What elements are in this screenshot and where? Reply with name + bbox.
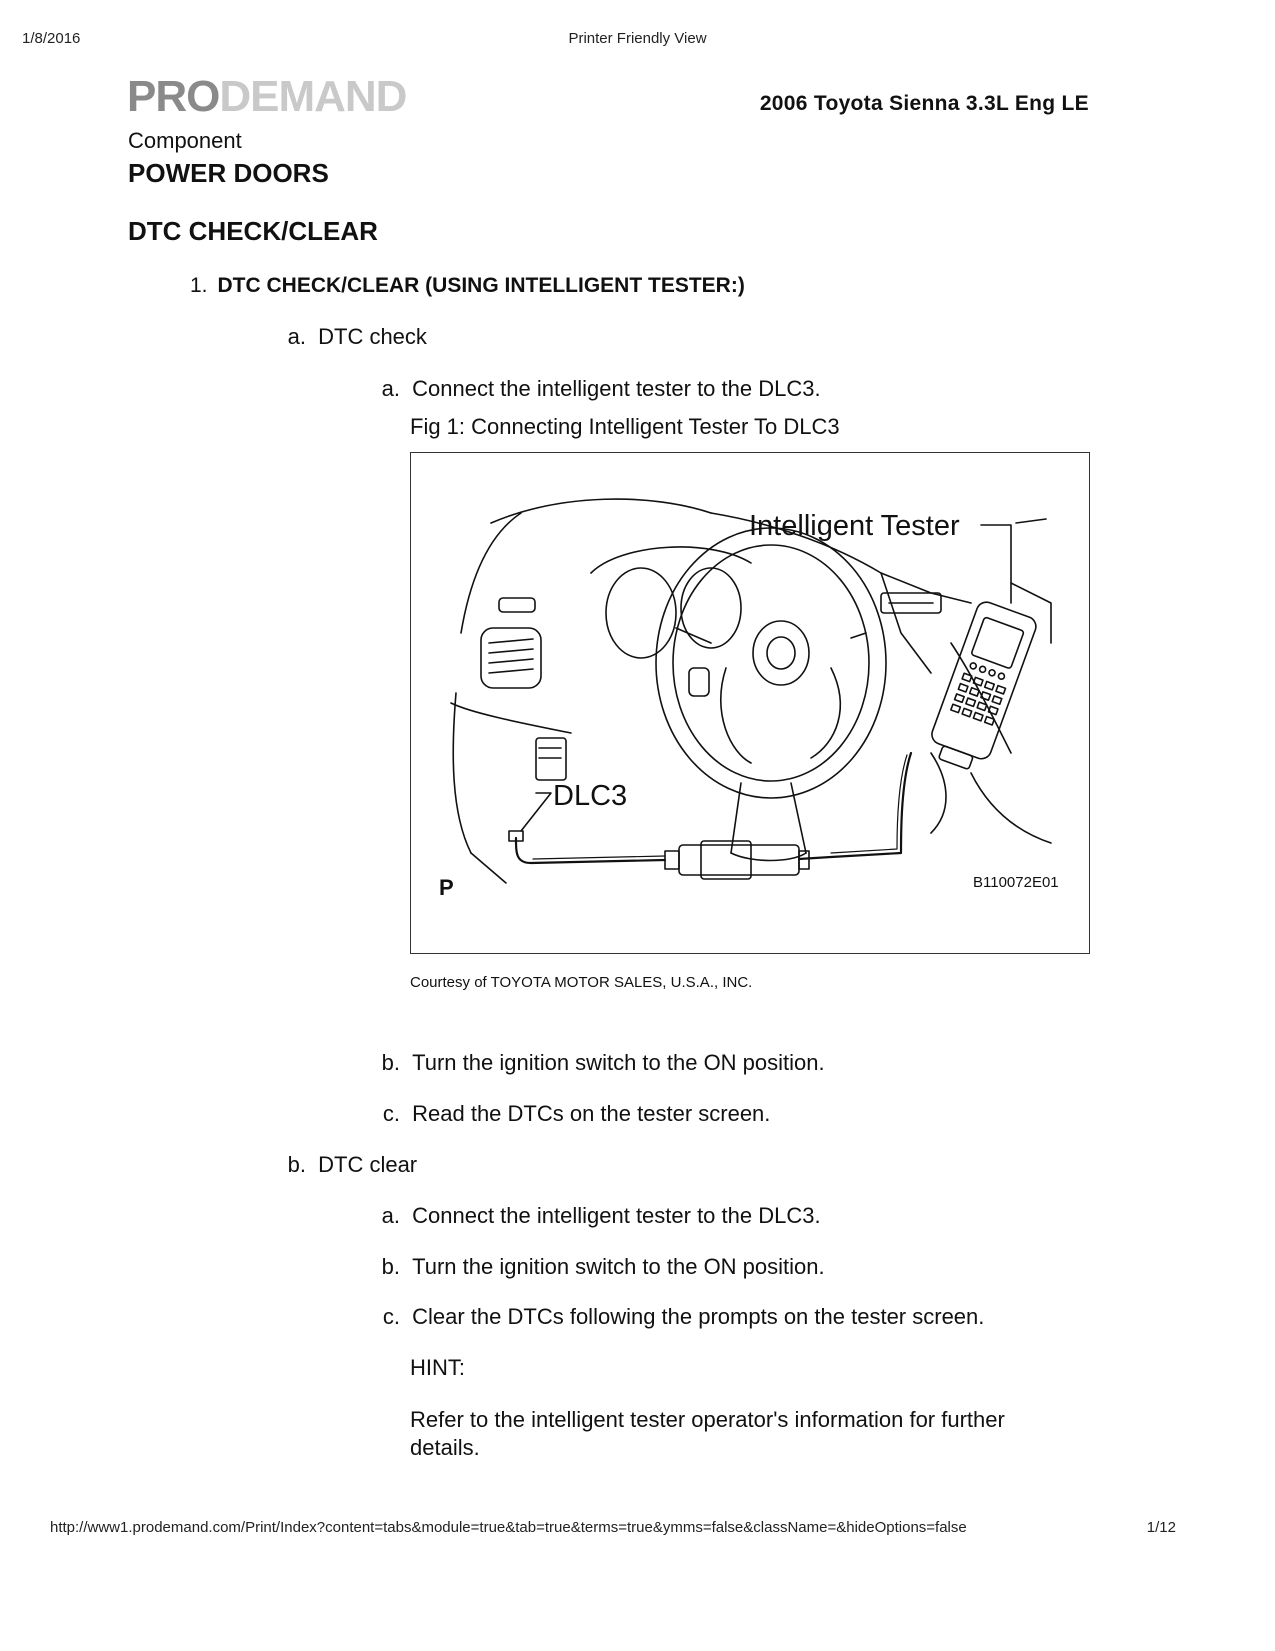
- dtc-check-step-b: [378, 1050, 825, 1076]
- hint-text: Refer to the intelligent tester operator's information for further details.: [410, 1407, 1005, 1460]
- dtc-clear-marker: b.: [287, 1152, 306, 1177]
- list-marker: c.: [382, 1101, 400, 1126]
- step-1-number: 1.: [190, 274, 208, 297]
- label-intelligent-tester: Intelligent Tester: [749, 510, 960, 542]
- label-p: P: [439, 875, 454, 900]
- label-dlc3: DLC3: [553, 780, 628, 812]
- dashboard-illustration: [411, 453, 1089, 953]
- list-text: Connect the intelligent tester to the DLC3.: [412, 1203, 821, 1228]
- list-marker: c.: [382, 1304, 400, 1329]
- hint-label: HINT:: [410, 1355, 465, 1380]
- list-marker: b.: [381, 1050, 400, 1075]
- dtc-check-step-c: [378, 1101, 770, 1127]
- print-title: Printer Friendly View: [568, 30, 707, 47]
- page-number: 1/12: [1146, 1519, 1176, 1536]
- dtc-check-marker: a.: [287, 324, 306, 349]
- dtc-clear-step-c: [378, 1304, 984, 1330]
- list-marker: b.: [381, 1254, 400, 1279]
- prodemand-logo: [127, 72, 406, 122]
- step-1-title: DTC CHECK/CLEAR (USING INTELLIGENT TESTER:): [217, 274, 745, 297]
- list-text: Connect the intelligent tester to the DLC3.: [412, 376, 821, 401]
- list-text: Turn the ignition switch to the ON position.: [412, 1254, 825, 1279]
- dtc-clear-step-a: [378, 1203, 821, 1229]
- section-title: DTC CHECK/CLEAR: [128, 216, 378, 246]
- figure-image: [410, 452, 1090, 954]
- dtc-clear-heading: [284, 1152, 417, 1178]
- dtc-clear-step-b: [378, 1254, 825, 1280]
- vehicle-title: 2006 Toyota Sienna 3.3L Eng LE: [759, 92, 1089, 115]
- logo-pro: PRO: [127, 72, 220, 121]
- component-label: Component: [128, 128, 242, 153]
- list-marker: a.: [381, 376, 400, 401]
- print-date: 1/8/2016: [22, 30, 81, 47]
- logo-demand: DEMAND: [219, 72, 407, 121]
- figure-caption: Fig 1: Connecting Intelligent Tester To DLC3: [410, 414, 840, 439]
- list-text: Clear the DTCs following the prompts on the tester screen.: [412, 1304, 985, 1329]
- step-1: [190, 274, 745, 298]
- list-text: Turn the ignition switch to the ON position.: [412, 1050, 825, 1075]
- component-name: POWER DOORS: [128, 158, 329, 188]
- footer-url: http://www1.prodemand.com/Print/Index?content=tabs&module=true&tab=true&terms=true&ymms=false&className=&hideOptions=false: [50, 1519, 967, 1536]
- dtc-clear-label: DTC clear: [318, 1152, 418, 1177]
- dtc-check-label: DTC check: [318, 324, 427, 349]
- list-marker: a.: [381, 1203, 400, 1228]
- figure-code: B110072E01: [973, 874, 1059, 891]
- list-text: Read the DTCs on the tester screen.: [412, 1101, 771, 1126]
- figure-courtesy: Courtesy of TOYOTA MOTOR SALES, U.S.A., INC.: [410, 974, 753, 991]
- dtc-check-heading: [284, 324, 427, 350]
- dtc-check-step-a: [378, 376, 821, 402]
